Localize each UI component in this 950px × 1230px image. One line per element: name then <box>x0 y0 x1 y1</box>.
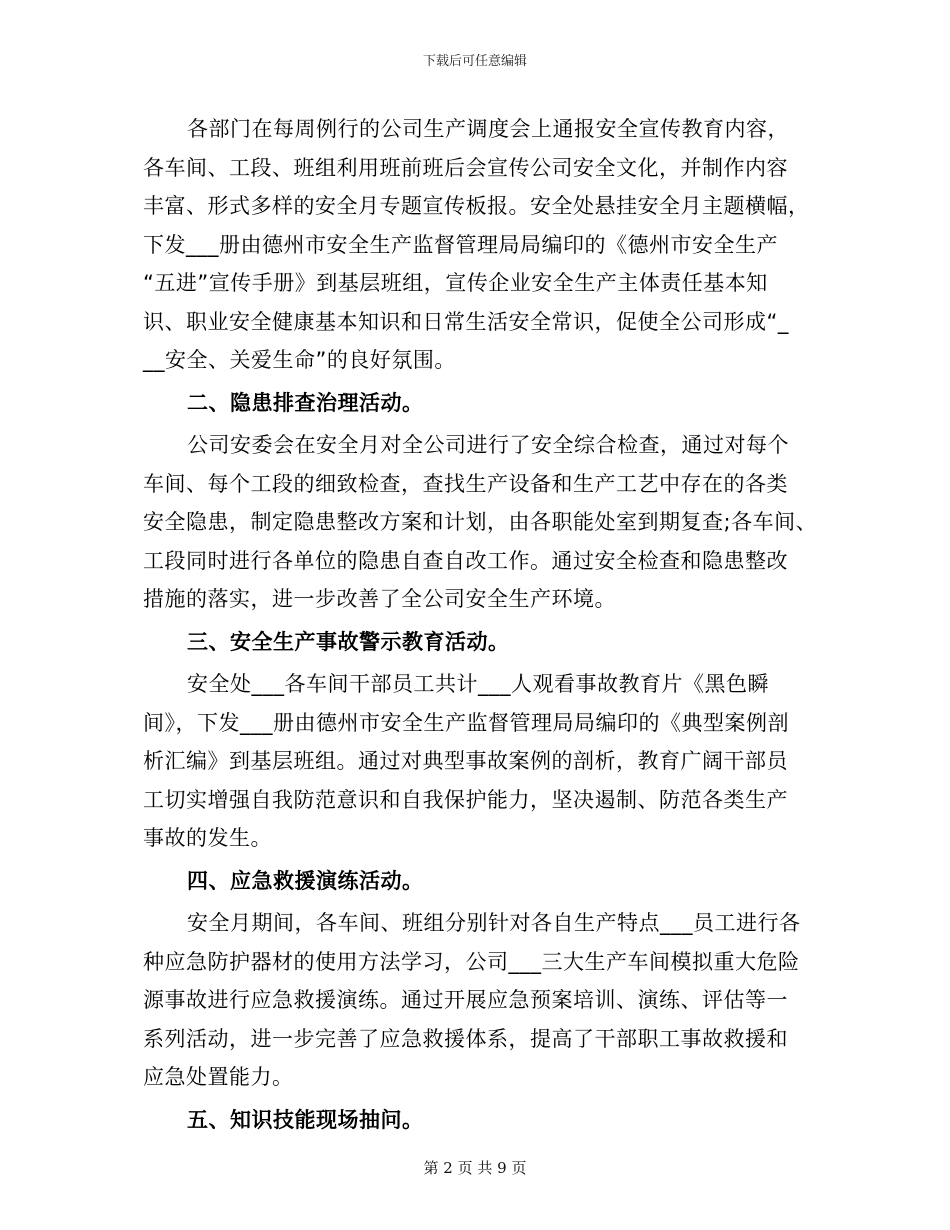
paragraph-line: 各部门在每周例行的公司生产调度会上通报安全宣传教育内容， <box>187 117 789 141</box>
paragraph-line: 析汇编》到基层班组。通过对典型事故案例的剖析，教育广阔干部员 <box>143 749 788 773</box>
paragraph-line: 下发___册由德州市安全生产监督管理局局编印的《德州市安全生产 <box>143 232 778 257</box>
paragraph-line: 应急处置能力。 <box>143 1065 294 1089</box>
paragraph-line: 公司安委会在安全月对全公司进行了安全综合检查，通过对每个 <box>187 433 789 457</box>
paragraph-hazard-inspection <box>143 426 818 619</box>
paragraph-line: 安全月期间，各车间、班组分别针对各自生产特点___员工进行各 <box>187 911 801 935</box>
paragraph-line: 工段同时进行各单位的隐患自查自改工作。通过安全检查和隐患整改 <box>143 548 788 573</box>
page-header: 下载后可任意编辑 <box>422 54 527 69</box>
paragraph-line: 各车间、工段、班组利用班前班后会宣传公司安全文化，并制作内容 <box>143 155 788 180</box>
section-heading-emergency-drill: 四、应急救援演练活动。 <box>187 868 424 893</box>
paragraph-line: 源事故进行应急救援演练。通过开展应急预案培训、演练、评估等一 <box>143 988 788 1012</box>
paragraph-line: 丰富、形式多样的安全月专题宣传板报。安全处悬挂安全月主题横幅， <box>143 194 810 218</box>
paragraph-publicity <box>143 110 818 380</box>
page-number-footer: 第 2 页 共 9 页 <box>423 1159 527 1177</box>
paragraph-line: 工切实增强自我防范意识和自我保护能力，坚决遏制、防范各类生产 <box>143 787 788 812</box>
paragraph-emergency-drill <box>143 904 818 1097</box>
section-heading-knowledge-quiz: 五、知识技能现场抽问。 <box>187 1107 424 1132</box>
paragraph-line: __安全、关爱生命”的良好氛围。 <box>143 348 456 372</box>
paragraph-line: 系列活动，进一步完善了应急救援体系，提高了干部职工事故救援和 <box>143 1026 788 1051</box>
section-heading-hazard-inspection: 二、隐患排查治理活动。 <box>187 390 424 415</box>
paragraph-line: 事故的发生。 <box>143 826 272 850</box>
paragraph-line: 安全隐患，制定隐患整改方案和计划，由各职能处室到期复查;各车间、 <box>143 510 818 534</box>
document-body <box>143 110 818 1139</box>
paragraph-line: 车间、每个工段的细致检查，查找生产设备和生产工艺中存在的各类 <box>143 471 788 496</box>
paragraph-line: 识、职业安全健康基本知识和日常生活安全常识，促使全公司形成“_ <box>143 309 789 334</box>
paragraph-line: 措施的落实，进一步改善了全公司安全生产环境。 <box>143 587 616 611</box>
paragraph-accident-warning <box>143 665 818 858</box>
paragraph-line: 种应急防护器材的使用方法学习，公司___三大生产车间模拟重大危险 <box>143 949 800 974</box>
section-heading-accident-warning: 三、安全生产事故警示教育活动。 <box>187 629 510 654</box>
paragraph-line: 安全处___各车间干部员工共计___人观看事故教育片《黑色瞬 <box>187 672 769 696</box>
paragraph-line: “五进”宣传手册》到基层班组，宣传企业安全生产主体责任基本知 <box>143 271 768 295</box>
paragraph-line: 间》，下发___册由德州市安全生产监督管理局局编印的《典型案例剖 <box>143 710 789 735</box>
